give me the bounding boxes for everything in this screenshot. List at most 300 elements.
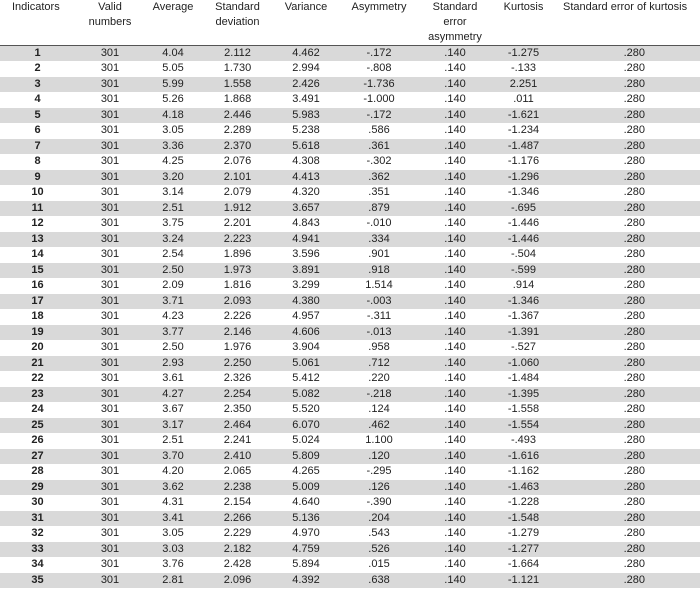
se-asymmetry-cell: .140 <box>444 263 466 276</box>
indicator-cell: 9 <box>34 170 41 183</box>
indicator-cell: 3 <box>34 77 41 90</box>
indicator-cell: 34 <box>31 558 44 571</box>
indicator-cell: 32 <box>31 527 44 540</box>
table-row <box>0 356 700 372</box>
indicator-cell: 28 <box>31 465 44 478</box>
table-row <box>0 480 700 496</box>
indicator-cell: 5 <box>34 108 41 121</box>
table-row <box>0 542 700 558</box>
se-asymmetry-cell: .140 <box>444 139 466 152</box>
indicator-cell: 8 <box>34 155 41 168</box>
std-dev-cell: 1.976 <box>223 341 252 354</box>
variance-cell: 5.082 <box>292 387 320 400</box>
asymmetry-cell: .586 <box>368 124 390 137</box>
valid-numbers-cell: 301 <box>100 77 120 90</box>
table-row <box>0 154 700 170</box>
kurtosis-cell: -1.296 <box>507 170 540 183</box>
table-row <box>0 170 700 186</box>
std-dev-cell: 2.250 <box>223 356 252 369</box>
se-asymmetry-cell: .140 <box>444 77 466 90</box>
std-dev-cell: 2.241 <box>223 434 252 447</box>
table-row <box>0 511 700 527</box>
variance-cell: 4.606 <box>292 325 320 338</box>
se-kurtosis-cell: .280 <box>623 325 645 338</box>
std-dev-cell: 2.065 <box>223 465 252 478</box>
se-kurtosis-cell: .280 <box>623 372 645 385</box>
se-kurtosis-cell: .280 <box>623 449 645 462</box>
average-cell: 3.05 <box>162 527 184 540</box>
asymmetry-cell: -.390 <box>366 496 392 509</box>
std-dev-cell: 2.146 <box>223 325 252 338</box>
kurtosis-cell: -1.484 <box>507 372 540 385</box>
std-dev-cell: 1.896 <box>223 248 252 261</box>
table-row <box>0 418 700 434</box>
std-dev-cell: 2.201 <box>223 217 252 230</box>
valid-numbers-cell: 301 <box>100 186 120 199</box>
std-dev-cell: 1.558 <box>223 77 252 90</box>
average-cell: 2.50 <box>162 341 184 354</box>
variance-cell: 4.640 <box>292 496 320 509</box>
average-cell: 3.76 <box>162 558 184 571</box>
average-cell: 3.75 <box>162 217 184 230</box>
valid-numbers-cell: 301 <box>100 449 120 462</box>
valid-numbers-cell: 301 <box>100 527 120 540</box>
se-asymmetry-cell: .140 <box>444 356 466 369</box>
table-row <box>0 123 700 139</box>
table-row <box>0 371 700 387</box>
se-kurtosis-cell: .280 <box>623 434 645 447</box>
se-kurtosis-cell: .280 <box>623 496 645 509</box>
se-asymmetry-cell: .140 <box>444 155 466 168</box>
average-cell: 4.25 <box>162 155 184 168</box>
kurtosis-cell: -1.446 <box>507 217 540 230</box>
average-cell: 3.36 <box>162 139 184 152</box>
valid-numbers-cell: 301 <box>100 418 120 431</box>
kurtosis-cell: -1.554 <box>507 418 540 431</box>
variance-cell: 3.904 <box>292 341 320 354</box>
variance-cell: 4.320 <box>292 186 320 199</box>
average-cell: 3.05 <box>162 124 184 137</box>
valid-numbers-cell: 301 <box>100 310 120 323</box>
valid-numbers-cell: 301 <box>100 248 120 261</box>
std-dev-cell: 1.816 <box>223 279 252 292</box>
asymmetry-cell: .220 <box>368 372 390 385</box>
asymmetry-cell: -1.736 <box>363 77 395 90</box>
indicator-cell: 1 <box>0 46 77 62</box>
std-dev-cell: 2.428 <box>223 558 252 571</box>
header-standard-error-asymmetry: Standard error asymmetry <box>428 1 482 43</box>
kurtosis-cell: -1.395 <box>507 387 540 400</box>
valid-numbers-cell: 301 <box>100 496 120 509</box>
se-kurtosis-cell: .280 <box>623 279 645 292</box>
std-dev-cell: 2.182 <box>223 542 252 555</box>
se-kurtosis-cell: .280 <box>555 46 700 62</box>
kurtosis-cell: -.527 <box>510 341 537 354</box>
table-row <box>0 46 700 62</box>
asymmetry-cell: .124 <box>368 403 390 416</box>
variance-cell: 4.265 <box>292 465 320 478</box>
std-dev-cell: 2.350 <box>223 403 252 416</box>
average-cell: 3.77 <box>162 325 184 338</box>
se-asymmetry-cell: .140 <box>444 496 466 509</box>
asymmetry-cell: .351 <box>368 186 390 199</box>
kurtosis-cell: -1.162 <box>507 465 540 478</box>
valid-numbers-cell: 301 <box>100 356 120 369</box>
kurtosis-cell: -1.060 <box>507 356 540 369</box>
valid-numbers-cell: 301 <box>100 170 120 183</box>
se-asymmetry-cell: .140 <box>444 542 466 555</box>
se-kurtosis-cell: .280 <box>623 186 645 199</box>
se-asymmetry-cell: .140 <box>444 62 466 75</box>
indicator-cell: 29 <box>31 480 44 493</box>
std-dev-cell: 2.079 <box>223 186 252 199</box>
indicator-cell: 19 <box>31 325 44 338</box>
valid-numbers-cell: 301 <box>100 62 120 75</box>
std-dev-cell: 2.446 <box>223 108 252 121</box>
se-kurtosis-cell: .280 <box>623 465 645 478</box>
average-cell: 2.54 <box>162 248 184 261</box>
se-kurtosis-cell: .280 <box>623 542 645 555</box>
table-row <box>0 402 700 418</box>
variance-cell: 6.070 <box>292 418 320 431</box>
asymmetry-cell: .362 <box>368 170 390 183</box>
table-row <box>0 433 700 449</box>
se-asymmetry-cell: .140 <box>444 294 466 307</box>
variance-cell: 4.392 <box>292 573 320 586</box>
se-kurtosis-cell: .280 <box>623 62 645 75</box>
se-kurtosis-cell: .280 <box>623 232 645 245</box>
header-asymmetry: Asymmetry <box>351 1 407 13</box>
std-dev-cell: 2.266 <box>223 511 252 524</box>
header-kurtosis: Kurtosis <box>503 1 544 13</box>
table-row <box>0 309 700 325</box>
average-cell: 2.51 <box>162 201 184 214</box>
table-row <box>0 294 700 310</box>
asymmetry-cell: -.311 <box>366 310 392 323</box>
indicator-cell: 26 <box>31 434 44 447</box>
table-row <box>0 185 700 201</box>
kurtosis-cell: -1.616 <box>507 449 540 462</box>
kurtosis-cell: -.133 <box>510 62 537 75</box>
variance-cell: 5.412 <box>292 372 320 385</box>
variance-cell: 4.413 <box>292 170 320 183</box>
valid-numbers-cell: 301 <box>100 387 120 400</box>
valid-numbers-cell: 301 <box>100 558 120 571</box>
std-dev-cell: 2.093 <box>223 294 252 307</box>
valid-numbers-cell: 301 <box>100 217 120 230</box>
variance-cell: 3.596 <box>292 248 320 261</box>
indicator-cell: 4 <box>34 93 41 106</box>
se-asymmetry-cell: .140 <box>444 418 466 431</box>
asymmetry-cell: -.808 <box>366 62 392 75</box>
variance-cell: 5.024 <box>292 434 320 447</box>
kurtosis-cell: .914 <box>512 279 535 292</box>
indicator-cell: 16 <box>31 279 44 292</box>
average-cell: 3.20 <box>162 170 184 183</box>
se-kurtosis-cell: .280 <box>623 170 645 183</box>
indicator-cell: 7 <box>34 139 41 152</box>
average-cell: 5.05 <box>162 62 184 75</box>
se-kurtosis-cell: .280 <box>623 217 645 230</box>
table-row <box>0 247 700 263</box>
variance-cell: 5.061 <box>292 356 320 369</box>
indicator-cell: 10 <box>31 186 44 199</box>
asymmetry-cell: -.013 <box>366 325 392 338</box>
valid-numbers-cell: 301 <box>100 108 120 121</box>
asymmetry-cell: -.010 <box>366 217 392 230</box>
se-asymmetry-cell: .140 <box>444 387 466 400</box>
valid-numbers-cell: 301 <box>100 480 120 493</box>
se-kurtosis-cell: .280 <box>623 527 645 540</box>
indicator-cell: 20 <box>31 341 44 354</box>
kurtosis-cell: -1.275 <box>492 46 555 62</box>
indicator-cell: 2 <box>34 62 41 75</box>
valid-numbers-cell: 301 <box>100 573 120 586</box>
se-asymmetry-cell: .140 <box>444 217 466 230</box>
kurtosis-cell: .011 <box>513 93 534 106</box>
variance-cell: 5.983 <box>292 108 320 121</box>
valid-numbers-cell: 301 <box>100 124 120 137</box>
kurtosis-cell: -1.346 <box>507 186 540 199</box>
table-row <box>0 139 700 155</box>
average-cell: 2.81 <box>162 573 184 586</box>
indicator-cell: 31 <box>31 511 44 524</box>
table-row <box>0 340 700 356</box>
se-kurtosis-cell: .280 <box>623 248 645 261</box>
se-kurtosis-cell: .280 <box>623 124 645 137</box>
kurtosis-cell: -1.234 <box>507 124 540 137</box>
se-kurtosis-cell: .280 <box>623 310 645 323</box>
average-cell: 2.51 <box>162 434 184 447</box>
table-row <box>0 92 700 108</box>
variance-cell: 3.657 <box>292 201 320 214</box>
kurtosis-cell: -1.621 <box>507 108 540 121</box>
table-row <box>0 263 700 279</box>
variance-cell: 3.891 <box>292 263 320 276</box>
asymmetry-cell: -.172 <box>366 108 392 121</box>
kurtosis-cell: -.493 <box>510 434 537 447</box>
asymmetry-cell: .015 <box>368 558 390 571</box>
valid-numbers-cell: 301 <box>100 403 120 416</box>
se-asymmetry-cell: .140 <box>444 527 466 540</box>
se-asymmetry-cell: .140 <box>444 279 466 292</box>
variance-cell: 4.957 <box>292 310 320 323</box>
std-dev-cell: 2.154 <box>223 496 252 509</box>
indicator-cell: 21 <box>31 356 44 369</box>
asymmetry-cell: -.003 <box>366 294 392 307</box>
average-cell: 5.26 <box>162 93 184 106</box>
valid-numbers-cell: 301 <box>100 155 120 168</box>
kurtosis-cell: -1.279 <box>507 527 540 540</box>
std-dev-cell: 1.912 <box>223 201 252 214</box>
kurtosis-cell: -1.463 <box>507 480 540 493</box>
average-cell: 3.61 <box>162 372 184 385</box>
kurtosis-cell: -1.446 <box>507 232 540 245</box>
indicator-cell: 14 <box>31 248 44 261</box>
se-asymmetry-cell: .140 <box>444 232 466 245</box>
valid-numbers-cell: 301 <box>100 263 120 276</box>
se-asymmetry-cell: .140 <box>444 170 466 183</box>
variance-cell: 5.894 <box>292 558 320 571</box>
table-row <box>0 526 700 542</box>
variance-cell: 5.238 <box>292 124 320 137</box>
asymmetry-cell: .918 <box>368 263 390 276</box>
valid-numbers-cell: 301 <box>100 294 120 307</box>
table-row <box>0 495 700 511</box>
table-row <box>0 278 700 294</box>
kurtosis-cell: -.599 <box>510 263 537 276</box>
indicator-cell: 12 <box>31 217 44 230</box>
se-asymmetry-cell: .140 <box>444 124 466 137</box>
kurtosis-cell: -.504 <box>510 248 537 261</box>
variance-cell: 3.299 <box>292 279 320 292</box>
se-kurtosis-cell: .280 <box>623 155 645 168</box>
std-dev-cell: 2.370 <box>223 139 252 152</box>
indicator-cell: 17 <box>31 294 44 307</box>
se-kurtosis-cell: .280 <box>623 139 645 152</box>
valid-numbers-cell: 301 <box>100 341 120 354</box>
se-kurtosis-cell: .280 <box>623 511 645 524</box>
average-cell: 3.71 <box>162 294 184 307</box>
se-asymmetry-cell: .140 <box>444 108 466 121</box>
indicator-cell: 22 <box>31 372 44 385</box>
variance-cell: 5.136 <box>292 511 320 524</box>
average-cell: 4.20 <box>162 465 184 478</box>
indicator-cell: 33 <box>31 542 44 555</box>
asymmetry-cell: -.295 <box>366 465 392 478</box>
valid-numbers-cell: 301 <box>100 93 120 106</box>
std-dev-cell: 2.112 <box>203 46 272 62</box>
kurtosis-cell: -.695 <box>510 201 537 214</box>
asymmetry-cell: .901 <box>368 248 390 261</box>
kurtosis-cell: -1.176 <box>507 155 540 168</box>
table-row <box>0 573 700 589</box>
average-cell: 4.31 <box>162 496 184 509</box>
table-row <box>0 61 700 77</box>
indicator-cell: 15 <box>31 263 44 276</box>
kurtosis-cell: -1.346 <box>507 294 540 307</box>
std-dev-cell: 2.223 <box>223 232 252 245</box>
se-asymmetry-cell: .140 <box>444 325 466 338</box>
std-dev-cell: 2.076 <box>223 155 252 168</box>
se-asymmetry-cell: .140 <box>444 480 466 493</box>
valid-numbers-cell: 301 <box>100 434 120 447</box>
variance-cell: 2.426 <box>292 77 320 90</box>
std-dev-cell: 2.229 <box>223 527 252 540</box>
valid-numbers-cell: 301 <box>100 465 120 478</box>
variance-cell: 4.843 <box>292 217 320 230</box>
se-asymmetry-cell: .140 <box>444 186 466 199</box>
valid-numbers-cell: 301 <box>100 139 120 152</box>
std-dev-cell: 1.973 <box>223 263 252 276</box>
average-cell: 5.99 <box>162 77 184 90</box>
header-standard-deviation: Standard deviation <box>215 1 260 28</box>
kurtosis-cell: -1.367 <box>507 310 540 323</box>
average-cell: 3.62 <box>162 480 184 493</box>
se-asymmetry-cell: .140 <box>444 201 466 214</box>
table-row <box>0 325 700 341</box>
average-cell: 3.24 <box>162 232 184 245</box>
average-cell: 3.17 <box>162 418 184 431</box>
average-cell: 4.27 <box>162 387 184 400</box>
table-body <box>0 46 700 589</box>
variance-cell: 4.941 <box>292 232 320 245</box>
se-kurtosis-cell: .280 <box>623 418 645 431</box>
indicator-cell: 6 <box>34 124 41 137</box>
se-asymmetry-cell: .140 <box>444 573 466 586</box>
se-kurtosis-cell: .280 <box>623 201 645 214</box>
average-cell: 2.50 <box>162 263 184 276</box>
table-row <box>0 449 700 465</box>
valid-numbers-cell: 301 <box>77 46 143 62</box>
se-kurtosis-cell: .280 <box>623 558 645 571</box>
se-kurtosis-cell: .280 <box>623 263 645 276</box>
indicator-cell: 13 <box>31 232 44 245</box>
asymmetry-cell: .526 <box>368 542 390 555</box>
variance-cell: 5.618 <box>292 139 320 152</box>
variance-cell: 5.009 <box>292 480 320 493</box>
table-row <box>0 232 700 248</box>
std-dev-cell: 2.289 <box>223 124 252 137</box>
kurtosis-cell: -1.664 <box>507 558 540 571</box>
se-asymmetry-cell: .140 <box>444 248 466 261</box>
asymmetry-cell: .126 <box>368 480 390 493</box>
indicator-cell: 23 <box>31 387 44 400</box>
se-kurtosis-cell: .280 <box>623 341 645 354</box>
std-dev-cell: 2.238 <box>223 480 252 493</box>
variance-cell: 4.380 <box>292 294 320 307</box>
se-asymmetry-cell: .140 <box>444 465 466 478</box>
table-row <box>0 77 700 93</box>
valid-numbers-cell: 301 <box>100 201 120 214</box>
asymmetry-cell: 1.100 <box>365 434 393 447</box>
variance-cell: 4.462 <box>272 46 340 62</box>
valid-numbers-cell: 301 <box>100 511 120 524</box>
se-kurtosis-cell: .280 <box>623 573 645 586</box>
kurtosis-cell: -1.391 <box>507 325 540 338</box>
asymmetry-cell: .879 <box>368 201 390 214</box>
indicator-cell: 11 <box>31 201 44 214</box>
asymmetry-cell: -.302 <box>366 155 392 168</box>
table-row <box>0 201 700 217</box>
header-valid-numbers: Valid numbers <box>88 1 132 28</box>
table-row <box>0 464 700 480</box>
variance-cell: 4.308 <box>292 155 320 168</box>
se-asymmetry-cell: .140 <box>418 46 492 62</box>
se-asymmetry-cell: .140 <box>444 93 466 106</box>
indicator-cell: 35 <box>31 573 44 586</box>
std-dev-cell: 2.410 <box>223 449 252 462</box>
average-cell: 4.04 <box>143 46 203 62</box>
se-asymmetry-cell: .140 <box>444 511 466 524</box>
kurtosis-cell: -1.487 <box>507 139 540 152</box>
se-kurtosis-cell: .280 <box>623 356 645 369</box>
variance-cell: 5.520 <box>292 403 320 416</box>
asymmetry-cell: .958 <box>368 341 390 354</box>
se-kurtosis-cell: .280 <box>623 77 645 90</box>
indicator-cell: 24 <box>31 403 44 416</box>
valid-numbers-cell: 301 <box>100 542 120 555</box>
asymmetry-cell: .638 <box>368 573 390 586</box>
se-asymmetry-cell: .140 <box>444 310 466 323</box>
asymmetry-cell: -1.000 <box>363 93 395 106</box>
se-asymmetry-cell: .140 <box>444 449 466 462</box>
se-kurtosis-cell: .280 <box>623 108 645 121</box>
average-cell: 4.18 <box>162 108 184 121</box>
average-cell: 3.14 <box>162 186 184 199</box>
std-dev-cell: 2.464 <box>223 418 252 431</box>
se-kurtosis-cell: .280 <box>623 403 645 416</box>
